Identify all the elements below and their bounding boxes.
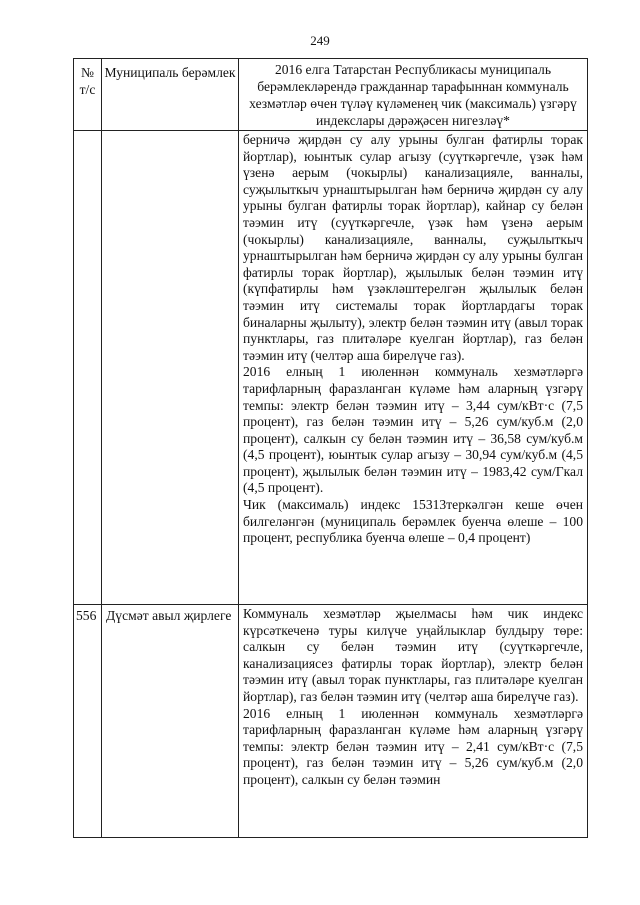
paragraph: Чик (максималь) индекс 15313теркәлгән кеше өчен билгеләнгән (муниципаль берәмлек буенча өлеше – 100 процент, республика буенча өлеше – 0,4 процент) — [243, 497, 583, 546]
paragraph: 2016 елның 1 июленнән коммуналь хезмәтләргә тарифларның фаразланган күләме һәм аларның үзгәрү темпы: электр белән тәэмин итү – 2,41 сум/кВт·с (7,5 процент), газ белән тәэмин итү – 5,26 сум/куб.м (2,0 процент), салкын су белән тәэмин — [243, 705, 583, 787]
paragraph: 2016 елның 1 июленнән коммуналь хезмәтләргә тарифларның фаразланган күләме һәм аларның үзгәрү темпы: электр белән тәэмин итү – 3,44 сум/кВт·с (7,5 процент), газ белән тәэмин итү – 5,26 сум/куб.м (2,0 процент), салкын су белән тәэмин итү – 36,58 сум/куб.м (4,5 процент), юынтык сулар агызу – 30,94 сум/куб.м (4,5 процент), җылылык белән тәэмин итү – 1983,42 сум/Гкал (4,5 процент). — [243, 364, 583, 496]
row-text-cell — [239, 131, 588, 605]
page-number: 249 — [310, 33, 330, 48]
header-number: № т/с — [74, 59, 102, 131]
row-number-cell — [74, 131, 102, 605]
header-municipality: Муниципаль берәмлек — [102, 59, 239, 131]
table-row — [74, 131, 588, 605]
row-municipality-cell — [102, 131, 239, 605]
paragraph: берничә җирдән су алу урыны булган фатирлы торак йортлар), юынтык сулар агызу (суүткәргечле, үзәк һәм үзенә аерым (чокырлы) канализацияле, ванналы, суҗылыткыч урнаштырылган һәм берничә җирдән су алу урыны булган фатирлы торак йортлар), кайнар су белән тәэмин итү (суүткәргечле, үзәк һәм үзенә аерым (чокырлы) канализацияле, ванналы, суҗылыткыч урнаштырылган һәм берничә җирдән су алу урыны булган фатирлы торак йортлар), җылылык белән тәэмин итү (күпфатирлы һәм үзәкләштерелгән җылылык белән тәэмин итү системалы торак йортлардагы торак биналарны җылыту), электр белән тәэмин итү (авыл торак пунктлары, газ плитәләре куелган йортлар), газ белән тәэмин итү (челтәр аша бирелүче газ). — [243, 132, 583, 363]
table-header-row — [74, 59, 588, 131]
table-row — [74, 605, 588, 838]
row-municipality-cell: Дүсмәт авыл җирлеге — [102, 605, 239, 838]
row-text-cell — [239, 605, 588, 838]
header-justification: 2016 елга Татарстан Республикасы муниципаль берәмлекләрендә гражданнар тарафыннан коммуналь хезмәтләр өчен түләү күләменең чик (максималь) үзгәрү индекслары дәрәҗәсен нигезләү* — [239, 59, 588, 131]
row-number-cell: 556 — [74, 605, 102, 838]
paragraph: Коммуналь хезмәтләр җыелмасы һәм чик индекс күрсәткеченә туры килүче уңайлыклар булдыру төре: салкын су белән тәэмин итү (суүткәргечле, канализациясез фатирлы торак йортлар), электр белән тәэмин итү (авыл торак пунктлары, газ плитәләре куелган йортлар), газ белән тәэмин итү (челтәр аша бирелүче газ). — [243, 606, 583, 704]
tariff-table — [73, 58, 588, 838]
